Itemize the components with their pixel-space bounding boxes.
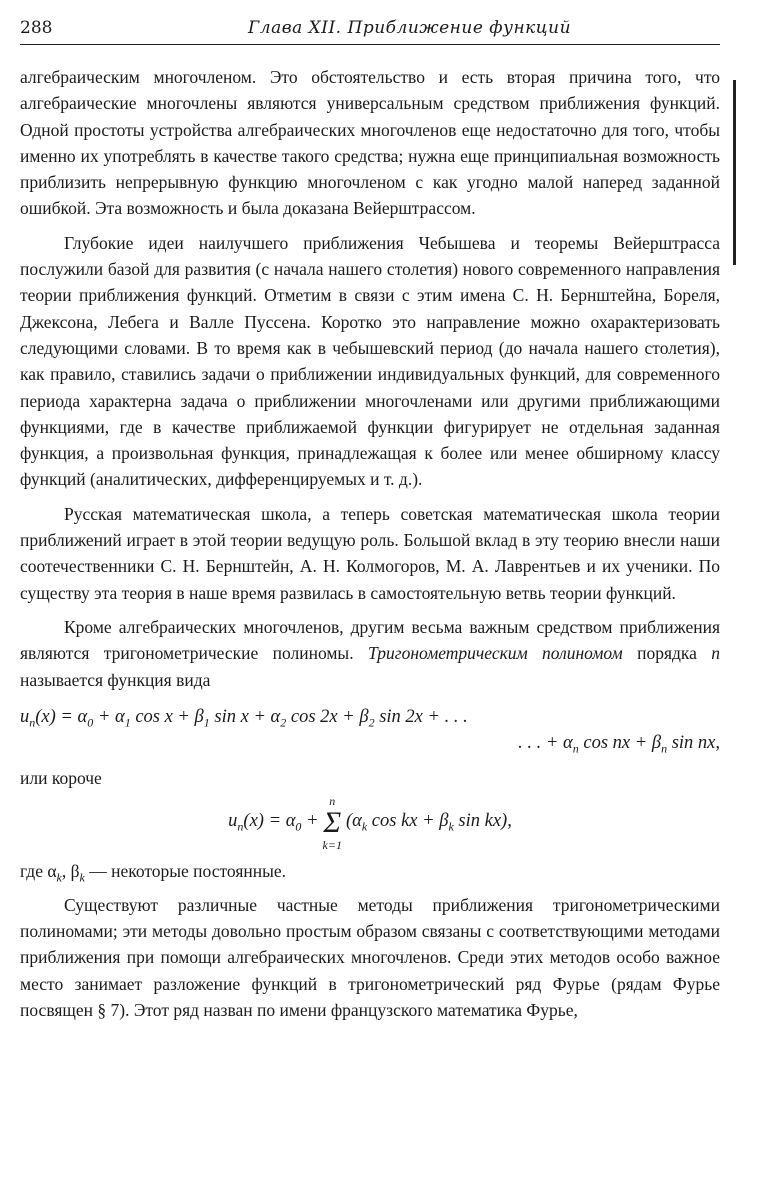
constants-note: [20, 861, 720, 886]
sum-symbol-group: [323, 795, 342, 851]
paragraph-4-text-a: Кроме алгебраических многочленов, другим весьма важным средством приближения являются тригонометрические полиномы.: [20, 616, 720, 664]
formula-trig-polynomial-line-1: $u_n(x) = \alpha_0 + \alpha_1$ $\cos x + \beta_1$ $\sin x + \alpha_2$ $\cos 2x + \beta_2$ sin 2x + . . .: [20, 706, 468, 730]
running-head: Глава XII. Приближение функций: [248, 18, 572, 38]
sigma-icon: Σ: [323, 806, 342, 840]
paragraph-1: алгебраическим многочленом. Это обстоятельство и есть вторая причина того, что алгебраические многочлены являются универсальным средством приближения функций. Одной простоты устройства алгебраических многочленов еще недостаточно для того, чтобы именно их употреблять в качестве такого средства; нужна еще принципиальная возможность приблизить непрерывную функцию многочленом с как угодно малой наперед заданной ошибкой. Эта возможность и была доказана Вейерштрассом.: [20, 67, 720, 219]
order-symbol: n: [711, 643, 721, 664]
paragraph-2: Глубокие идеи наилучшего приближения Чебышева и теоремы Вейерштрасса послужили базой для развития (с начала нашего столетия) нового современного направления теории приближения функций. Отметим в связи с этим имена С. Н. Бернштейна, Бореля, Джексона, Лебега и Валле Пуссена. Коротко это направление можно охарактеризовать следующими словами. В то время как в чебышевский период (до начала нашего столетия), как правило, ставились задачи о приближении индивидуальных функций, для современного периода характерна задача о приближении многочленами или другими приближающими функциями, где в качестве приближаемой функции фигурирует не отдельная заданная функция, а произвольная функция, принадлежащая к более или менее обширному классу функций (аналитических, дифференцируемых и т. д.).: [20, 232, 720, 490]
term-trig-polynomial: Тригонометрическим полиномом: [367, 643, 623, 664]
formula-sum-right: ($\alpha_k$ cos kx + $\beta_k$ sin kx),: [345, 811, 512, 835]
margin-bar: [733, 80, 736, 265]
page-header: [20, 16, 720, 45]
sum-lower-limit: k=1: [322, 838, 342, 853]
paragraph-4: [20, 614, 720, 693]
page-body: [20, 64, 720, 1031]
formula-trig-polynomial-line-2: . . . + $\alpha_n$ cos nx + $\beta_n$ sin nx,: [518, 732, 720, 756]
constants-note-c: — некоторые постоянные.: [84, 861, 287, 882]
paragraph-3: Русская математическая школа, а теперь советская математическая школа теории приближений играет в этой теории ведущую роль. Большой вклад в эту теорию внесли наши соотечественники С. Н. Бернштейн, А. Н. Колмогоров, М. А. Лаврентьев и их ученики. По существу эта теория в наше время развилась в самостоятельную ветвь теории функций.: [20, 503, 720, 603]
paragraph-7: Существуют различные частные методы приближения тригонометрическими полиномами; эти методы довольно простым образом связаны с соответствующими методами приближения при помощи алгебраических многочленов. Среди этих методов особо важное место занимает разложение функций в тригонометрический ряд Фурье (рядам Фурье посвящен § 7). Этот ряд назван по имени французского математика Фурье,: [20, 894, 720, 1020]
sub-k-2: k: [79, 870, 85, 885]
text-or-shorter: или короче: [20, 768, 102, 789]
page-number: 288: [20, 18, 53, 38]
formula-sum: [20, 795, 720, 851]
sum-upper-limit: n: [329, 794, 336, 809]
constants-note-a: где α: [20, 861, 57, 882]
paragraph-4-text-b: порядка: [637, 643, 697, 664]
constants-note-b: , β: [61, 861, 80, 882]
sub-k-1: k: [56, 870, 62, 885]
formula-sum-left: $u_n(x) = \alpha_0$ +: [228, 811, 319, 835]
paragraph-4-text-c: называется функция вида: [20, 669, 211, 690]
